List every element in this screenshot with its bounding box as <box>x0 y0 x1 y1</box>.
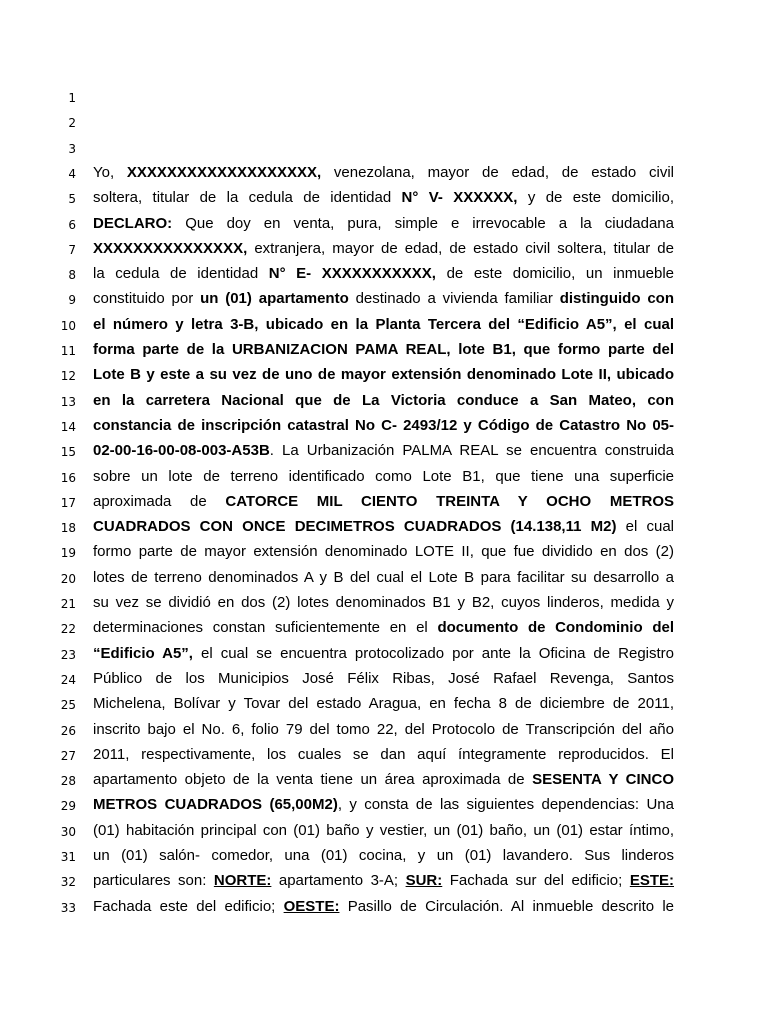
line-number: 29 <box>60 799 76 814</box>
line-number: 9 <box>68 293 76 308</box>
line-text <box>93 593 674 613</box>
bold-text: METROS CUADRADOS (65,00M2) <box>93 796 338 814</box>
bold-text: Lote B y este a su vez de uno de mayor extensión denominado Lote II, ubicado <box>93 366 674 384</box>
line-number: 18 <box>60 521 76 536</box>
bold-text: DECLARO: <box>93 214 173 232</box>
document-line <box>0 593 768 618</box>
bold-text: “Edificio A5”, <box>93 644 193 662</box>
line-number: 20 <box>60 571 76 586</box>
line-text <box>93 871 674 891</box>
line-number: 25 <box>60 698 76 713</box>
line-number: 14 <box>60 419 76 434</box>
text-run: Fachada sur del edificio; <box>442 872 630 890</box>
line-number: 4 <box>68 166 76 181</box>
line-number: 10 <box>60 318 76 333</box>
line-number: 33 <box>60 900 76 915</box>
text-run: su vez se dividió en dos (2) lotes denominados B1 y B2, cuyos linderos, medida y <box>93 594 674 611</box>
document-line <box>0 163 768 188</box>
line-text <box>93 694 674 714</box>
document-line <box>0 745 768 770</box>
document-line <box>0 289 768 314</box>
text-run: Que doy en venta, pura, simple e irrevocable a la ciudadana <box>172 214 674 232</box>
bold-text: NORTE: <box>213 872 272 890</box>
text-run: el cual <box>616 518 674 536</box>
text-run: 2011, respectivamente, los cuales se dan aquí íntegramente reproducidos. El <box>93 745 674 763</box>
line-text <box>93 492 674 512</box>
line-text <box>93 720 674 740</box>
document-line <box>0 365 768 390</box>
document-line <box>0 264 768 289</box>
line-number: 31 <box>60 850 76 864</box>
line-number: 26 <box>60 723 76 738</box>
bold-text: CATORCE MIL CIENTO TREINTA Y OCHO METROS <box>225 492 674 510</box>
line-text <box>93 517 674 537</box>
text-run: Pasillo de Circulación. Al inmueble descrito le <box>339 897 674 915</box>
document-line <box>0 517 768 542</box>
text-run: un (01) salón- comedor, una (01) cocina, y un (01) lavandero. Sus linderos <box>93 847 674 864</box>
document-line <box>0 239 768 264</box>
document-line <box>0 138 768 163</box>
line-text <box>93 416 674 436</box>
text-run: constituido por <box>93 290 201 308</box>
document-line <box>0 618 768 643</box>
line-text <box>93 618 674 638</box>
document-line <box>0 694 768 719</box>
line-text <box>93 188 674 208</box>
bold-text: SESENTA Y CINCO <box>532 771 674 789</box>
text-run: Fachada este del edificio; <box>93 897 284 915</box>
line-number: 22 <box>60 622 76 637</box>
line-text <box>93 745 674 765</box>
text-run: venezolana, mayor de edad, de estado civil <box>321 163 674 181</box>
line-text <box>93 821 674 841</box>
line-number: 28 <box>60 774 76 789</box>
bold-text: CUADRADOS CON ONCE DECIMETROS CUADRADOS (14.138,11 M2) <box>93 518 617 536</box>
text-run: el cual se encuentra protocolizado por ante la Oficina de Registro <box>192 644 674 662</box>
line-number: 13 <box>60 394 76 409</box>
line-text <box>93 897 674 917</box>
document-line <box>0 214 768 239</box>
text-run: aproximada de <box>93 492 226 510</box>
text-run: particulares son: <box>93 872 214 890</box>
line-text <box>93 770 674 790</box>
line-text <box>93 441 674 461</box>
text-run: Michelena, Bolívar y Tovar del estado Aragua, en fecha 8 de diciembre de 2011, <box>93 695 674 713</box>
line-number: 6 <box>68 217 76 232</box>
text-run: , y consta de las siguientes dependencias: Una <box>337 796 674 814</box>
line-number: 2 <box>68 116 76 131</box>
document-line <box>0 720 768 745</box>
line-text <box>93 467 674 487</box>
bold-text: XXXXXXXXXXXXXXX, <box>93 239 248 257</box>
text-run: soltera, titular de la cedula de identidad <box>93 189 402 207</box>
text-run: (01) habitación principal con (01) baño y vestier, un (01) baño, un (01) estar íntimo, <box>93 821 674 839</box>
document-line <box>0 669 768 694</box>
bold-text: XXXXXXXXXXXXXXXXXXX, <box>126 163 322 181</box>
bold-text: SUR: <box>405 872 443 890</box>
line-text <box>93 669 674 689</box>
bold-text: OESTE: <box>283 897 340 915</box>
line-text <box>93 391 674 411</box>
line-text <box>93 163 674 183</box>
line-text <box>93 644 674 664</box>
document-line <box>0 416 768 441</box>
bold-text: un (01) apartamento <box>200 290 349 308</box>
document-line <box>0 644 768 669</box>
document-line <box>0 871 768 896</box>
document-line <box>0 795 768 820</box>
text-run: lotes de terreno denominados A y B del cual el Lote B para facilitar su desarrollo a <box>93 568 674 586</box>
document-line <box>0 467 768 492</box>
text-run: inscrito bajo el No. 6, folio 79 del tomo 22, del Protocolo de Transcripción del año <box>93 720 674 738</box>
bold-text: N° V- XXXXXX, <box>401 189 518 207</box>
line-number: 12 <box>60 369 76 384</box>
document-line <box>0 542 768 567</box>
bold-text: ESTE: <box>629 872 674 890</box>
line-number: 11 <box>60 344 76 358</box>
text-run: y de este domicilio, <box>517 189 674 207</box>
line-number: 19 <box>60 546 76 561</box>
bold-text: forma parte de la URBANIZACION PAMA REAL, lote B1, que formo parte del <box>93 341 674 358</box>
document-line <box>0 87 768 112</box>
text-run: Público de los Municipios José Félix Ribas, José Rafael Revenga, Santos <box>93 669 674 687</box>
text-run: la cedula de identidad <box>93 265 269 283</box>
document-line <box>0 770 768 795</box>
line-number: 27 <box>60 748 76 763</box>
text-run: . La Urbanización PALMA REAL se encuentra construida <box>269 442 674 460</box>
line-number: 17 <box>60 495 76 510</box>
line-text <box>93 214 674 234</box>
line-number: 7 <box>68 242 76 257</box>
line-number: 16 <box>60 470 76 485</box>
line-text <box>93 264 674 284</box>
line-text <box>93 239 674 259</box>
bold-text: N° E- XXXXXXXXXXX, <box>268 265 436 283</box>
line-text <box>93 289 674 309</box>
text-run: apartamento 3-A; <box>271 872 406 890</box>
text-run: Yo, <box>93 163 127 181</box>
document-line <box>0 391 768 416</box>
line-text <box>93 365 674 385</box>
document-line <box>0 568 768 593</box>
line-text <box>93 542 674 562</box>
document-line <box>0 821 768 846</box>
text-run: de este domicilio, un inmueble <box>435 265 674 283</box>
bold-text: el número y letra 3-B, ubicado en la Planta Tercera del “Edificio A5”, el cual <box>93 315 674 333</box>
text-run: extranjera, mayor de edad, de estado civil soltera, titular de <box>247 239 674 257</box>
line-text <box>93 568 674 588</box>
line-number: 23 <box>60 647 76 662</box>
line-text <box>93 340 674 360</box>
line-text <box>93 795 674 815</box>
text-run: formo parte de mayor extensión denominado LOTE II, que fue dividido en dos (2) <box>93 543 674 561</box>
text-run: sobre un lote de terreno identificado como Lote B1, que tiene una superficie <box>93 467 674 485</box>
line-text <box>93 315 674 335</box>
text-run: apartamento objeto de la venta tiene un área aproximada de <box>93 771 533 789</box>
document-line <box>0 315 768 340</box>
document-line <box>0 897 768 922</box>
line-number: 30 <box>60 824 76 839</box>
document-line <box>0 188 768 213</box>
document-line <box>0 846 768 871</box>
document-line <box>0 340 768 365</box>
line-number: 15 <box>60 445 76 460</box>
bold-text: distinguido con <box>559 290 674 308</box>
line-number: 1 <box>68 91 76 105</box>
document-line <box>0 441 768 466</box>
bold-text: documento de Condominio del <box>437 619 674 637</box>
line-number: 32 <box>60 875 76 890</box>
bold-text: constancia de inscripción catastral No C- 2493/12 y Código de Catastro No 05- <box>93 416 674 434</box>
bold-text: en la carretera Nacional que de La Victoria conduce a San Mateo, con <box>93 391 674 409</box>
line-number: 8 <box>68 268 76 283</box>
line-number: 3 <box>68 141 76 156</box>
line-number: 24 <box>60 672 76 687</box>
line-number: 5 <box>68 192 76 207</box>
bold-text: 02-00-16-00-08-003-A53B <box>93 442 270 460</box>
document-line <box>0 492 768 517</box>
text-run: determinaciones constan suficientemente en el <box>93 619 438 637</box>
document-line <box>0 112 768 137</box>
line-number: 21 <box>60 597 76 611</box>
line-text <box>93 846 674 866</box>
text-run: destinado a vivienda familiar <box>348 290 560 308</box>
